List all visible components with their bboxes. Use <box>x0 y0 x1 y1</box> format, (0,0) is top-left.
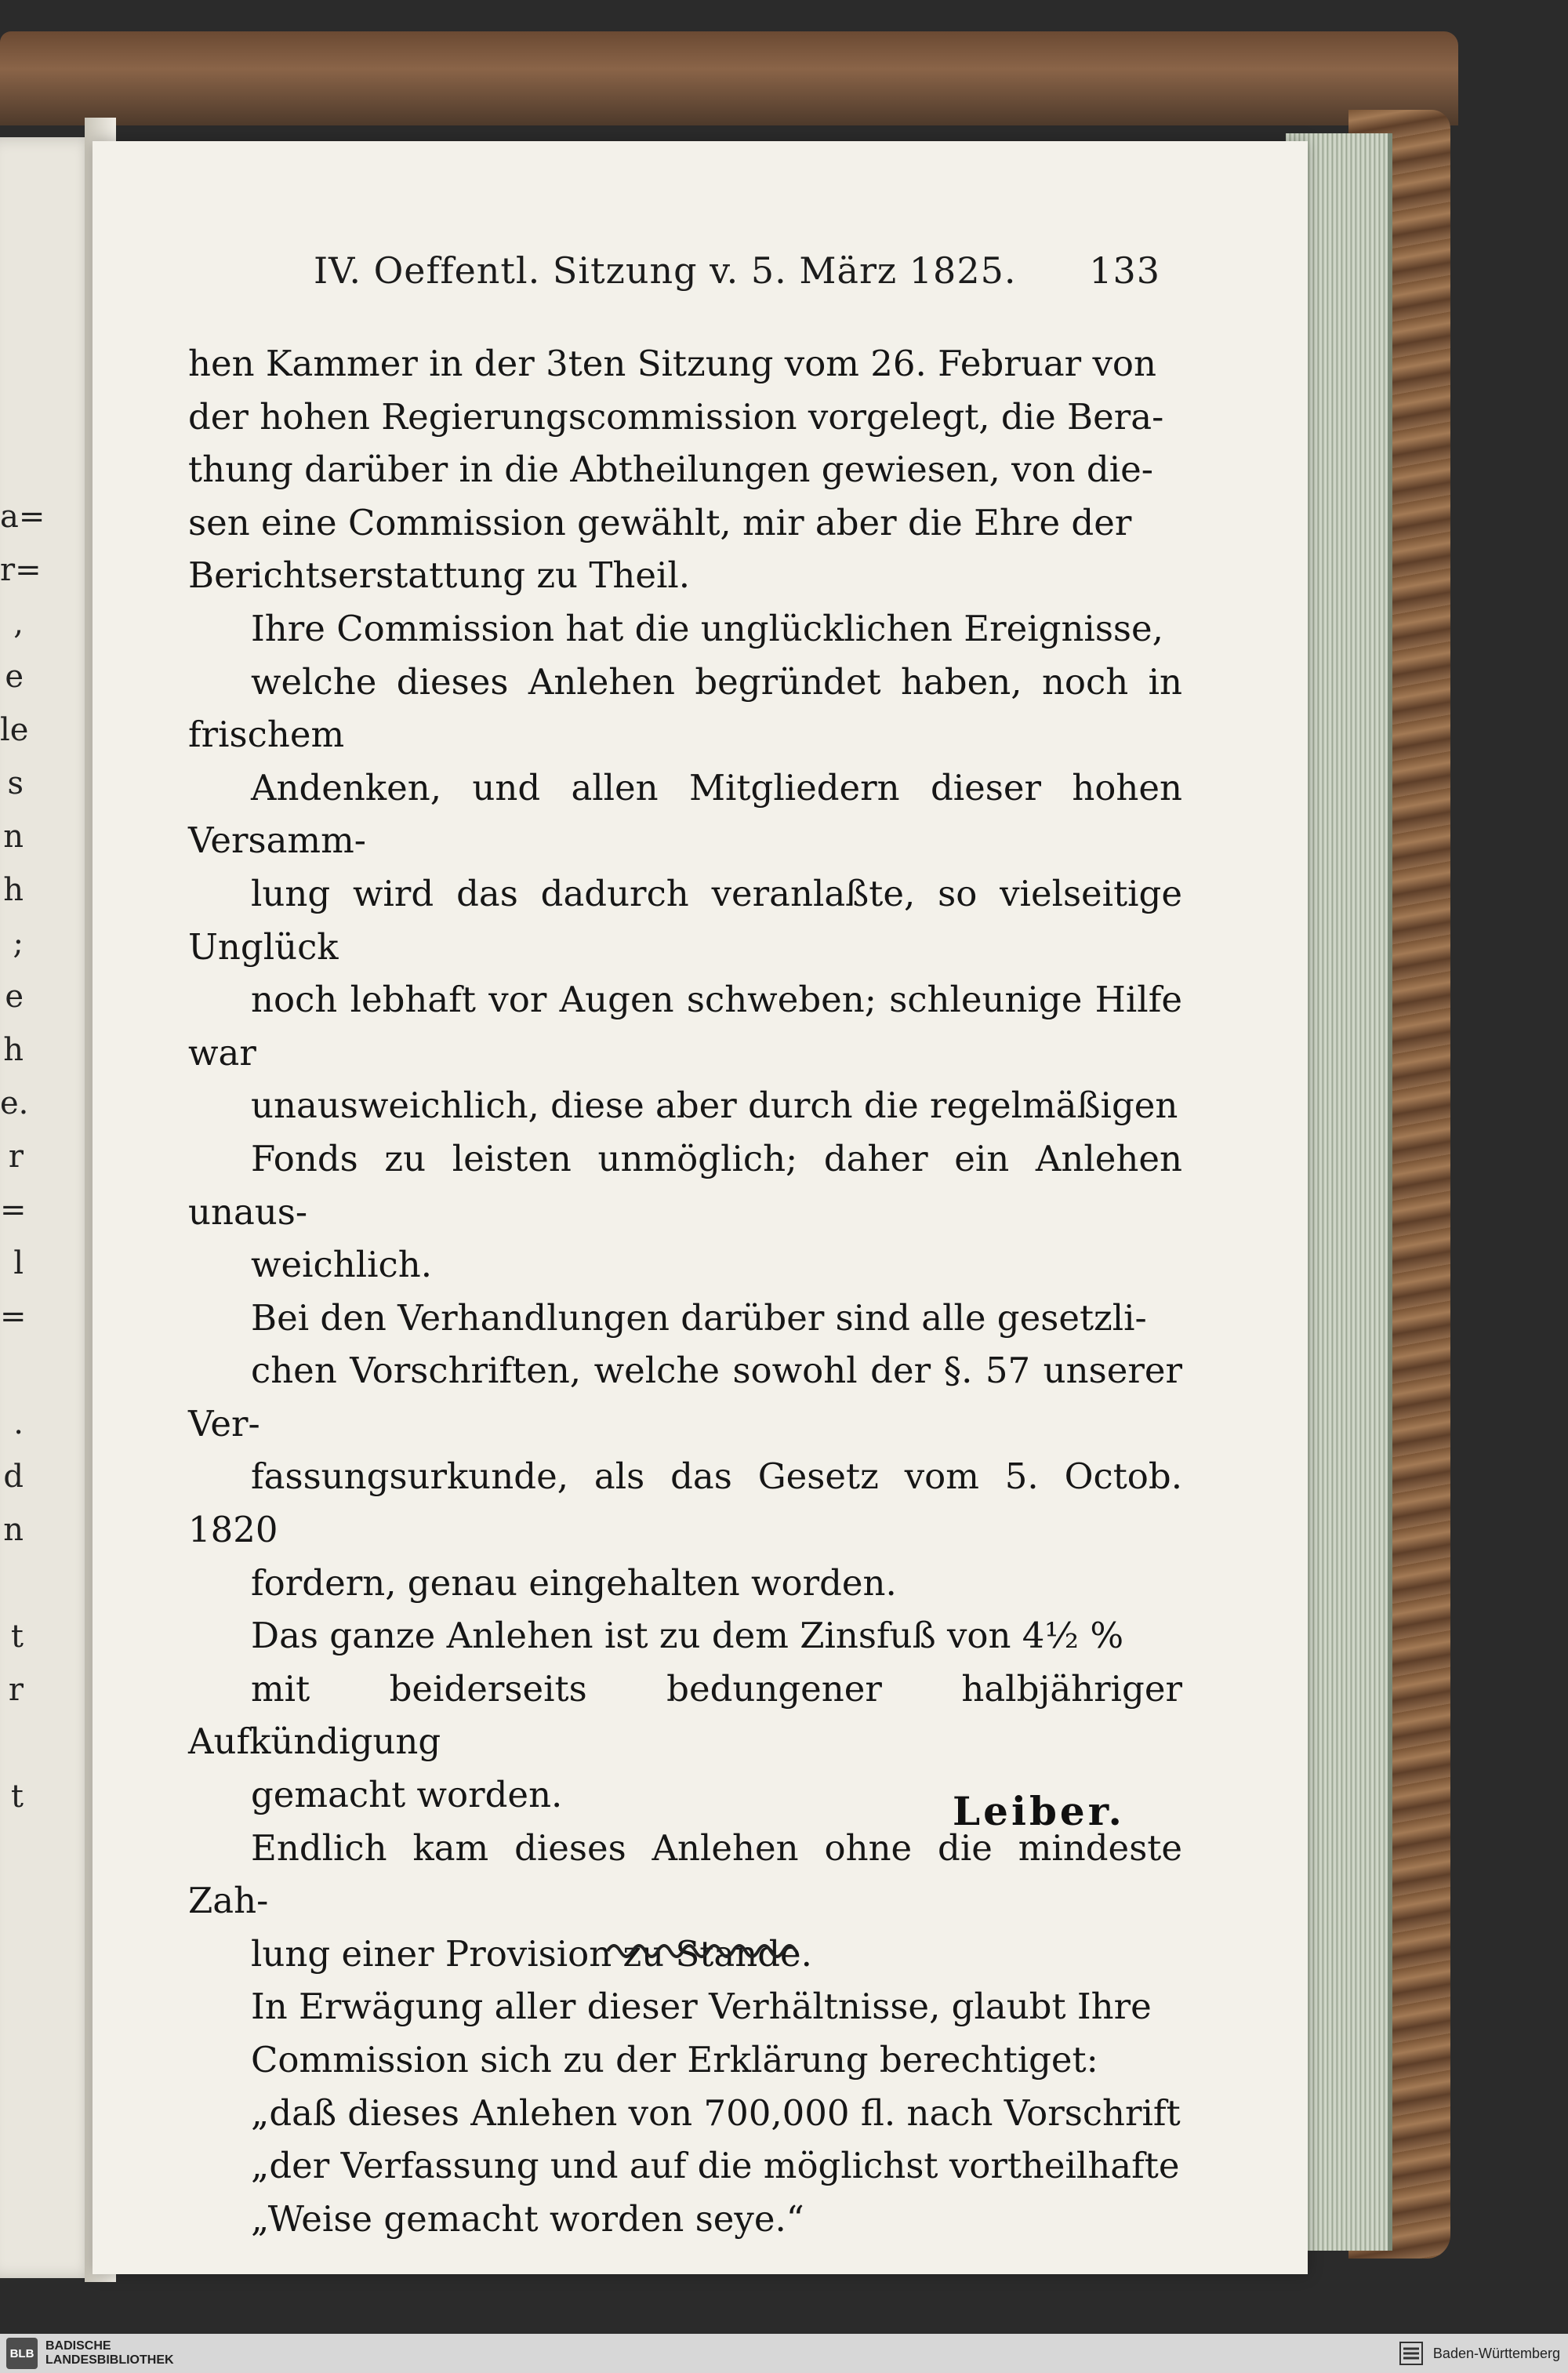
text-line: fordern, genau eingehalten worden. <box>251 1561 897 1604</box>
text-line: lung wird das dadurch veranlaßte, so vielseitige Unglück <box>188 872 1182 968</box>
text-line: hen Kammer in der 3ten Sitzung vom 26. Februar von <box>188 343 1156 384</box>
text-line: sen eine Commission gewählt, mir aber die Ehre der <box>188 501 1132 543</box>
left-page-text-fragments <box>0 490 45 1930</box>
footer-bar <box>0 2334 1568 2373</box>
left-page-fragment: e. <box>0 1085 29 1121</box>
partner-name: Baden-Württemberg <box>1432 2345 1560 2361</box>
left-page-fragment: , <box>13 605 24 641</box>
left-page-fragment: t <box>10 1619 24 1655</box>
left-page-fragment <box>0 1343 24 1397</box>
paragraph <box>188 1292 1182 1610</box>
left-page-fragment: n <box>3 1512 24 1548</box>
left-page-fragment: = <box>0 1299 27 1335</box>
text-line: Endlich kam dieses Anlehen ohne die mindeste Zah- <box>188 1826 1182 1922</box>
page-number: 133 <box>1089 249 1160 292</box>
text-line: Andenken, und allen Mitgliedern dieser hohen Versamm- <box>188 766 1182 862</box>
text-line: welche dieses Anlehen begründet haben, noch in frischem <box>188 660 1182 756</box>
left-page-fragment <box>0 1557 24 1610</box>
left-page-fragment: a= <box>0 499 45 535</box>
text-line: fassungsurkunde, als das Gesetz vom 5. Octob. 1820 <box>188 1455 1182 1551</box>
text-line: der hohen Regierungscommission vorgelegt, die Bera- <box>188 395 1164 438</box>
left-page-fragment <box>0 1717 24 1770</box>
left-page-fragment: n <box>3 819 24 855</box>
left-page-fragment: l <box>13 1245 24 1281</box>
book-cover-top <box>0 31 1458 125</box>
left-page-fragment: r <box>8 1672 24 1708</box>
left-page-fragment: e <box>5 979 24 1015</box>
blb-logo-icon: BLB <box>6 2338 38 2369</box>
left-page-fragment: r= <box>0 552 42 588</box>
paragraph <box>188 602 1182 1292</box>
ornamental-flourish <box>604 1937 800 1961</box>
text-line: mit beiderseits bedungener halbjähriger Aufkündigung <box>188 1667 1182 1763</box>
text-line: Commission sich zu der Erklärung berechtiget: <box>251 2039 1098 2080</box>
text-line: weichlich. <box>251 1244 432 1286</box>
text-line: chen Vorschriften, welche sowohl der §. 57 unserer Ver- <box>188 1350 1182 1445</box>
state-coat-of-arms-icon <box>1397 2339 1425 2368</box>
text-line: Fonds zu leisten unmöglich; daher ein Anlehen unaus- <box>188 1137 1182 1233</box>
text-line: „Weise gemacht worden seye.“ <box>251 2197 804 2240</box>
text-line: Berichtserstattung zu Theil. <box>188 554 691 597</box>
text-line: noch lebhaft vor Augen schweben; schleunige Hilfe war <box>188 979 1182 1074</box>
left-page-fragment: r <box>8 1139 24 1175</box>
text-line: unausweichlich, diese aber durch die regelmäßigen <box>251 1085 1178 1127</box>
paragraph <box>188 1980 1182 2086</box>
left-page-fragment <box>0 1877 24 1930</box>
left-page-fragment: = <box>0 1192 27 1228</box>
text-line: lung einer Provision zu Stande. <box>251 1932 812 1975</box>
left-page-fragment: e <box>5 659 24 695</box>
text-line: In Erwägung aller dieser Verhältnisse, glaubt Ihre <box>251 1986 1152 2028</box>
text-line: „der Verfassung und auf die möglichst vortheilhafte <box>251 2145 1180 2187</box>
text-line: Ihre Commission hat die unglücklichen Ereignisse, <box>251 607 1163 649</box>
partner-branding <box>1397 2339 1560 2368</box>
library-name-line1: BADISCHE <box>45 2339 111 2353</box>
text-line: gemacht worden. <box>251 1774 563 1816</box>
left-page-fragment: ; <box>13 925 24 961</box>
running-head-title: IV. Oeffentl. Sitzung v. 5. März 1825. <box>314 249 1017 292</box>
left-page-fragment <box>0 1823 24 1877</box>
library-branding <box>6 2338 174 2369</box>
library-name-line2: LANDESBIBLIOTHEK <box>45 2353 174 2367</box>
text-line: Bei den Verhandlungen darüber sind alle gesetzli- <box>251 1296 1147 1339</box>
left-page-fragment: . <box>13 1405 24 1441</box>
left-page-fragment: d <box>3 1459 24 1495</box>
left-page-fragment: s <box>7 765 24 801</box>
signature: Leiber. <box>953 1788 1125 1834</box>
left-page-fragment: le <box>0 712 29 748</box>
left-page-fragment: t <box>10 1779 24 1815</box>
paragraph <box>188 337 1182 602</box>
left-page-fragment: h <box>3 1032 24 1068</box>
left-page-fragment: h <box>3 872 24 908</box>
text-line: „daß dieses Anlehen von 700,000 fl. nach Vorschrift <box>251 2091 1181 2134</box>
running-head <box>314 249 1160 292</box>
library-name <box>45 2339 174 2368</box>
text-line: thung darüber in die Abtheilungen gewiesen, von die- <box>188 449 1153 491</box>
paragraph <box>188 2087 1182 2246</box>
text-line: Das ganze Anlehen ist zu dem Zinsfuß von 4½ % <box>251 1615 1124 1657</box>
